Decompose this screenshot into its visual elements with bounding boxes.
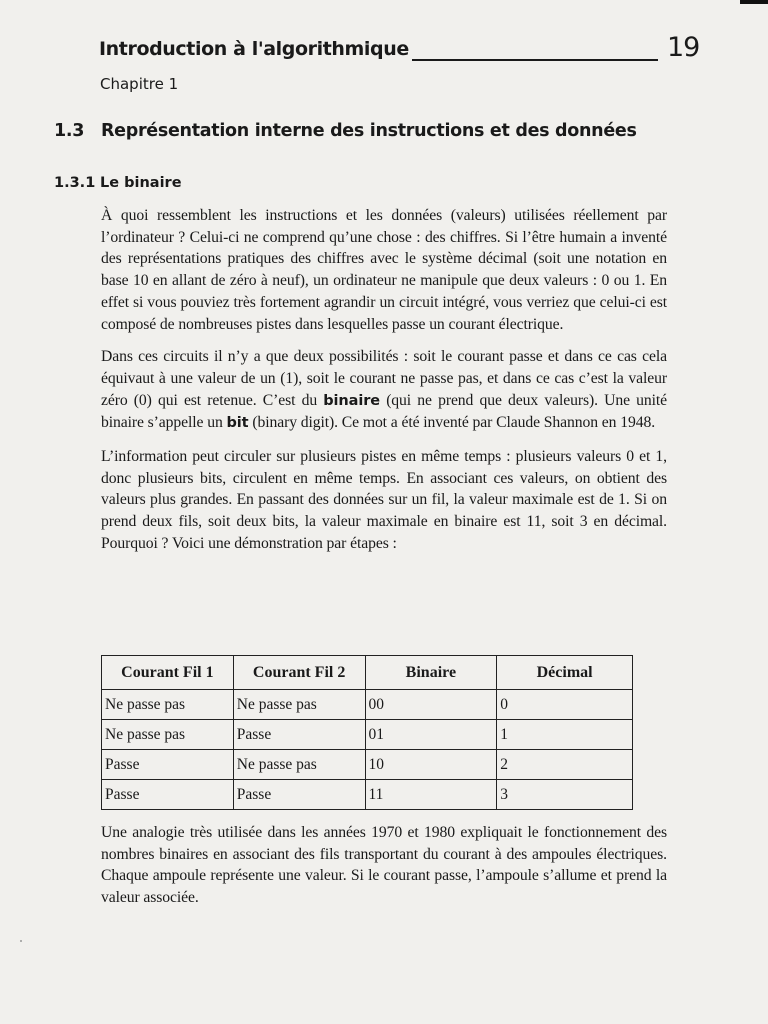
table-row bbox=[102, 690, 633, 720]
table-cell: 1 bbox=[497, 720, 633, 750]
chapter-label: Chapitre 1 bbox=[100, 75, 179, 93]
section-heading bbox=[54, 121, 637, 141]
scan-corner-mark bbox=[740, 0, 768, 4]
table-cell: Passe bbox=[233, 720, 365, 750]
header-rule bbox=[412, 59, 658, 61]
column-header: Binaire bbox=[365, 656, 497, 690]
table-cell: 3 bbox=[497, 780, 633, 810]
table-cell: 11 bbox=[365, 780, 497, 810]
body-text-bottom bbox=[101, 822, 667, 920]
paragraph-1: À quoi ressemblent les instructions et les données (valeurs) utilisées réellement par l’ordinateur ? Celui-ci ne comprend qu’une chose : des chiffres. Si l’être humain a inventé des représentations pratiques des chiffres avec le système décimal (soit une notation en base 10 en allant de zéro à neuf), un ordinateur ne manipule que deux valeurs : 0 ou 1. En effet si vous pouviez très fortement agrandir un circuit intégré, vous verriez que celui-ci est composé de nombreuses pistes dans lesquelles passe un courant électrique. bbox=[101, 207, 667, 333]
table-cell: Ne passe pas bbox=[233, 750, 365, 780]
table-cell: 10 bbox=[365, 750, 497, 780]
running-header-title: Introduction à l'algorithmique bbox=[99, 38, 409, 60]
table-row bbox=[102, 780, 633, 810]
paragraph-2-part-3: (binary digit). Ce mot a été inventé par Claude Shannon en 1948. bbox=[248, 414, 656, 432]
scan-speck bbox=[20, 940, 22, 942]
section-title: Représentation interne des instructions et des données bbox=[101, 121, 637, 141]
section-number: 1.3 bbox=[54, 121, 85, 141]
table-cell: Passe bbox=[233, 780, 365, 810]
table-cell: 2 bbox=[497, 750, 633, 780]
table-cell: Ne passe pas bbox=[102, 720, 234, 750]
table-row bbox=[102, 750, 633, 780]
table-cell: 01 bbox=[365, 720, 497, 750]
subsection-number: 1.3.1 bbox=[54, 175, 96, 191]
column-header: Courant Fil 2 bbox=[233, 656, 365, 690]
subsection-heading bbox=[54, 175, 182, 191]
table-cell: Ne passe pas bbox=[233, 690, 365, 720]
table-header-row bbox=[102, 656, 633, 690]
page-number: 19 bbox=[667, 32, 700, 63]
body-text-top bbox=[101, 205, 667, 566]
table-cell: Passe bbox=[102, 780, 234, 810]
paragraph-4: Une analogie très utilisée dans les années 1970 et 1980 expliquait le fonctionnement des nombres binaires en associant des fils transportant du courant à des ampoules électriques. Chaque ampoule représente une valeur. Si le courant passe, l’ampoule s’allume et prend la valeur associée. bbox=[101, 824, 667, 907]
table-row bbox=[102, 720, 633, 750]
table-cell: Passe bbox=[102, 750, 234, 780]
table-cell: 0 bbox=[497, 690, 633, 720]
binary-table bbox=[101, 655, 633, 810]
paragraph-2-part-2: (qui ne prend que deux valeurs). Une unité binaire s’appelle un bbox=[101, 391, 667, 432]
column-header: Décimal bbox=[497, 656, 633, 690]
paragraph-2 bbox=[101, 346, 667, 435]
table-cell: 00 bbox=[365, 690, 497, 720]
paragraph-2-part-1: Dans ces circuits il n’y a que deux possibilités : soit le courant passe et dans ce cas cela équivaut à une valeur de un (1), soit le courant ne passe pas, et dans ce cas c’est la valeur zéro (0) qui est retenue. C’est du bbox=[101, 348, 667, 409]
column-header: Courant Fil 1 bbox=[102, 656, 234, 690]
subsection-title: Le binaire bbox=[100, 175, 182, 191]
table-cell: Ne passe pas bbox=[102, 690, 234, 720]
term-bit: bit bbox=[226, 415, 249, 432]
term-binaire: binaire bbox=[323, 392, 380, 409]
paragraph-3: L’information peut circuler sur plusieurs pistes en même temps : plusieurs valeurs 0 et 1, donc plusieurs bits, circulent en même temps. En associant ces valeurs, on obtient des valeurs plus grandes. En passant des données sur un fil, la valeur maximale est de 1. Si on prend deux fils, soit deux bits, la valeur maximale en binaire est 11, soit 3 en décimal. Pourquoi ? Voici une démonstration par étapes : bbox=[101, 448, 667, 552]
